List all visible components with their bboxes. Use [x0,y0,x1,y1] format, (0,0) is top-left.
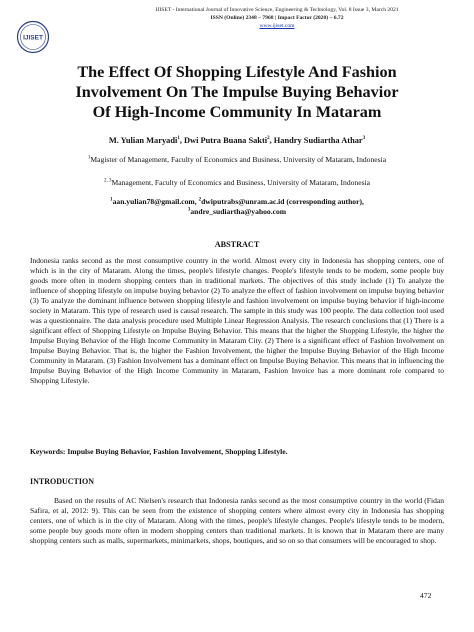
introduction-body: Based on the results of AC Nielsen's research that Indonesia ranks second as the most consumptive country in the world (Fidan Safira, et al, 2012: 9). This can be seen from the existence of shopping centers where almost every city in Indonesia has shopping centers, one of which is in the city of Mataram. Along with the times, people's lifestyle changes. People's lifestyle tends to be modern, some people buy goods more often in modern shopping centers than traditional markets. It is known that in Mataram there are many shopping centers such as malls, supermarkets, minimarkets, shops, boutiques, and so on so that consumers will be encouraged to shop. [30,496,444,545]
abstract-body: Indonesia ranks second as the most consumptive country in the world. Almost every city in Indonesia has shopping centers, one of which is in the city of Mataram. Along the times, people's lifestyle changes. People's lifestyle tends to be modern, some people buy goods more often in modern shopping centers than in traditional markets. The objectives of this study include (1) To analyze the influence of shopping lifestyle on impulse buying behavior (2) To analyze the effect of fashion involvement on impulse buying behavior (3) To analyze the dominant influence between shopping lifestyle and fashion involvement on impulse buying behavior if high-income society in Mataram. This type of research used is causal research. The sample in this study was 100 people. The data collection tool used was a questionnaire. The data analysis procedure used Multiple Linear Regression Analysis. The research conclusions that (1) There is a significant effect of Shopping Lifestyle on Impulse Buying Behavior. This means that the higher the Shopping Lifestyle, the higher the Impulse Buying Behavior of the High Income Community in Mataram City. (2) There is a significant effect of Fashion Involvement on Impulse Buying Behavior. That is, the higher the Fashion Involvement, the higher the Impulse Buying Behavior of the High Income Community in Mataram. (3) Fashion Involvement has a dominant effect on Impulse Buying Behavior. This means that in influencing the Impulse Buying Behavior of the High Income Community in Mataram, Fashion Invoice has a more dominant role compared to Shopping Lifestyle. [30,256,444,385]
author-3-sup: 3 [362,136,366,142]
title-line-3: Of High-Income Community In Mataram [92,103,382,121]
journal-url-link[interactable]: www.ijiset.com [259,23,295,30]
svg-text:IJISET: IJISET [23,34,43,42]
author-separator: , [179,136,184,145]
author-3: Handry Sudiartha Athar [273,136,363,145]
journal-logo [16,20,50,54]
affiliation-2 [18,178,456,187]
email-1: aan.yulian78@gmail.com, [112,197,199,206]
author-2: Dwi Putra Buana Sakti [184,136,268,145]
email-2-sup: 2 [198,197,202,203]
author-list [18,136,456,145]
title-line-2: Involvement On The Impulse Buying Behavior [75,83,399,101]
author-2-sup: 2 [267,136,270,142]
affiliation-2-text: Management, Faculty of Economics and Business, University of Mataram, Indonesia [111,178,371,187]
title-line-1: The Effect Of Shopping Lifestyle And Fashion [77,63,397,81]
affiliation-1-text: Magister of Management, Faculty of Economics and Business, University of Mataram, Indonesia [90,155,387,164]
abstract-heading: ABSTRACT [214,240,260,249]
issn-line: ISSN (Online) 2348 – 7968 | Impact Factor (2020) – 6.72 [210,15,344,22]
author-emails [18,197,456,217]
journal-citation: IJISET - International Journal of Innovative Science, Engineering & Technology, Vol. 8 Issue 3, March 2021 [155,7,399,13]
journal-header [92,6,462,31]
paper-title [18,62,456,122]
keywords: Keywords: Impulse Buying Behavior, Fashion Involvement, Shopping Lifestyle. [30,447,288,456]
author-1: M. Yulian Maryadi [108,136,178,145]
email-3: andre_sudiartha@yahoo.com [190,207,287,216]
introduction-heading: INTRODUCTION [30,477,95,486]
email-1-sup: 1 [110,197,113,203]
page-number: 472 [420,591,432,600]
email-3-sup: 3 [187,207,191,213]
affiliation-2-sup: 2, 3 [103,178,112,184]
affiliation-1-sup: 1 [87,155,91,161]
author-1-sup: 1 [177,136,180,142]
affiliation-1 [18,155,456,164]
email-2: dwiputrabs@unram.ac.id (corresponding author), [201,197,364,206]
author-separator: , [269,136,274,145]
